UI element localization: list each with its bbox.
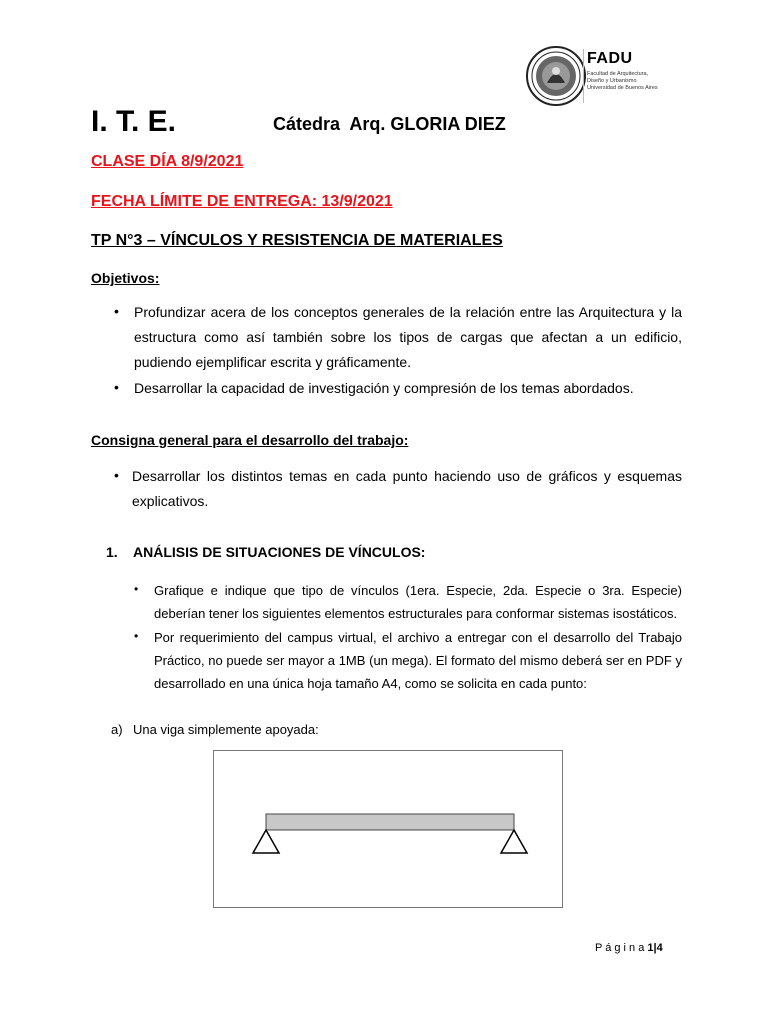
course-title: I. T. E. [91, 105, 177, 138]
logo-line-2: Diseño y Urbanismo [587, 78, 637, 84]
bullet-icon: • [114, 467, 119, 483]
section-item-1: Grafique e indique que tipo de vínculos (1era. Especie, 2da. Especie o 3ra. Especie) deberían tener los siguientes elementos estructurales para conformar sistemas isostáticos. [154, 583, 682, 621]
tp-title: TP N°3 – VÍNCULOS Y RESISTENCIA DE MATERIALES [91, 232, 503, 249]
section-item-2: Por requerimiento del campus virtual, el archivo a entregar con el desarrollo del Trabajo Práctico, no puede ser mayor a 1MB (un mega). El formato del mismo deberá ser en PDF y desarrollado en una única hoja tamaño A4, como se solicita en cada punto: [154, 630, 682, 691]
fadu-logo [525, 45, 685, 107]
page-separator: | [653, 942, 657, 954]
page-word: P á g i n a [595, 942, 645, 954]
logo-name: FADU [587, 50, 633, 67]
bullet-icon: • [134, 582, 139, 596]
objetivos-heading: Objetivos: [91, 270, 160, 286]
page-number: 1 [647, 942, 654, 954]
beam [266, 814, 514, 830]
consigna-heading: Consigna general para el desarrollo del trabajo: [91, 432, 409, 448]
bullet-icon: • [114, 303, 119, 319]
section-title: ANÁLISIS DE SITUACIONES DE VÍNCULOS: [133, 544, 426, 560]
item-a-text: Una viga simplemente apoyada: [133, 722, 319, 737]
university-seal-icon [525, 45, 587, 107]
deadline-date: FECHA LÍMITE DE ENTREGA: 13/9/2021 [91, 193, 393, 210]
item-a-label: a) [111, 722, 123, 737]
logo-line-3: Universidad de Buenos Aires [587, 85, 658, 91]
page-footer [595, 941, 663, 955]
page-total: 4 [656, 942, 663, 954]
consigna-item-1: Desarrollar los distintos temas en cada punto haciendo uso de gráficos y esquemas explicativos. [132, 468, 682, 509]
bullet-icon: • [134, 629, 139, 643]
catedra-name: Cátedra Arq. GLORIA DIEZ [273, 114, 506, 134]
objetivo-item-1: Profundizar acera de los conceptos generales de la relación entre las Arquitectura y la estructura como así también sobre los tipos de cargas que afectan a un edificio, pudiendo ejemplificar escrita y gráficamente. [134, 304, 682, 370]
class-date: CLASE DÍA 8/9/2021 [91, 153, 244, 170]
bullet-icon: • [114, 379, 119, 395]
section-number: 1. [106, 544, 118, 560]
simply-supported-beam-diagram [213, 750, 563, 908]
objetivo-item-2: Desarrollar la capacidad de investigación y compresión de los temas abordados. [134, 380, 634, 396]
logo-line-1: Facultad de Arquitectura, [587, 71, 649, 77]
